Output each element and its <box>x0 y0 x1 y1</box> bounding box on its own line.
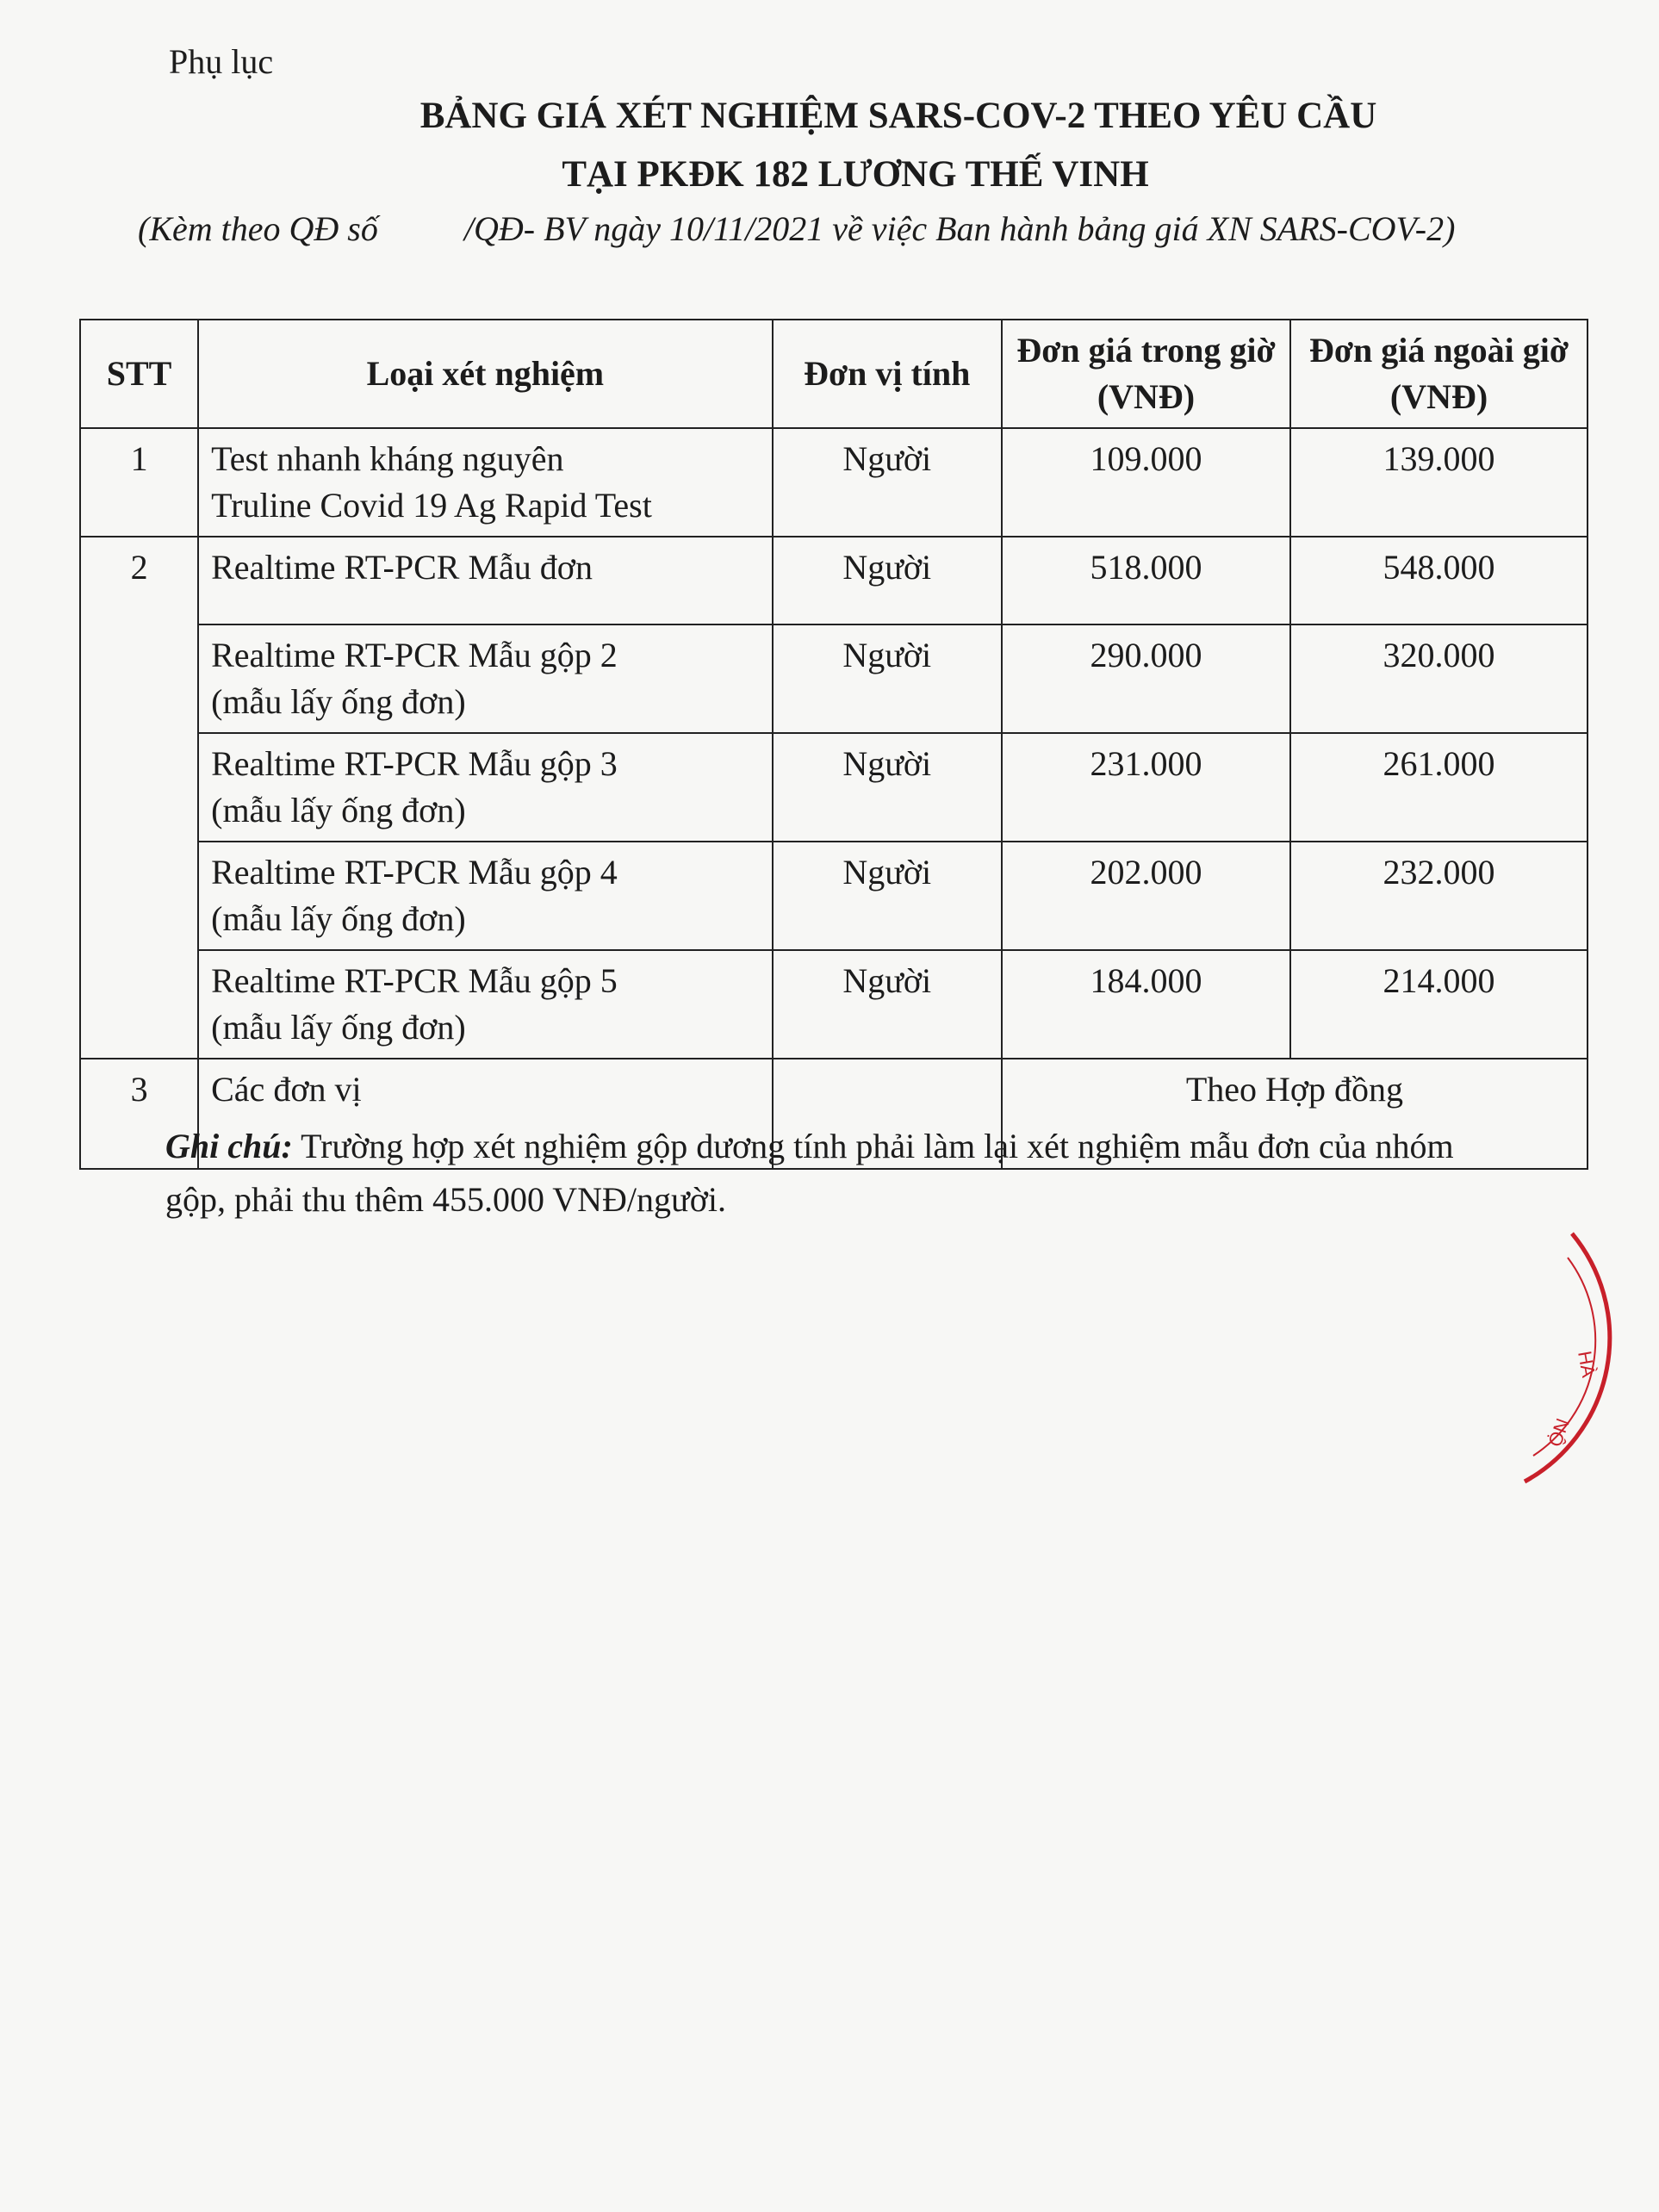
table-row <box>80 733 1588 842</box>
col-header-price-out-hours: Đơn giá ngoài giờ (VNĐ) <box>1290 320 1588 428</box>
cell-price-in: 109.000 <box>1002 428 1290 537</box>
test-name-line2: (mẫu lấy ống đơn) <box>211 899 466 938</box>
cell-test-name <box>198 537 772 624</box>
col-header-test-type: Loại xét nghiệm <box>198 320 772 428</box>
table-row <box>80 537 1588 624</box>
table-header-row <box>80 320 1588 428</box>
test-name-line2: (mẫu lấy ống đơn) <box>211 1008 466 1047</box>
cell-test-name <box>198 624 772 733</box>
cell-price-out: 548.000 <box>1290 537 1588 624</box>
document-title: BẢNG GIÁ XÉT NGHIỆM SARS-COV-2 THEO YÊU CẦU <box>419 96 1377 136</box>
table-row <box>80 428 1588 537</box>
test-name-line1: Realtime RT-PCR Mẫu đơn <box>211 548 593 587</box>
cell-price-in: 290.000 <box>1002 624 1290 733</box>
col-header-price-in-hours: Đơn giá trong giờ (VNĐ) <box>1002 320 1290 428</box>
cell-test-name <box>198 842 772 950</box>
test-name-line1: Realtime RT-PCR Mẫu gộp 5 <box>211 961 618 1000</box>
table-row <box>80 950 1588 1059</box>
cell-unit: Người <box>773 842 1002 950</box>
cell-price-out: 139.000 <box>1290 428 1588 537</box>
footnote-label: Ghi chú: <box>165 1127 293 1165</box>
cell-unit: Người <box>773 624 1002 733</box>
cell-price-out: 214.000 <box>1290 950 1588 1059</box>
cell-unit: Người <box>773 733 1002 842</box>
cell-price-out: 320.000 <box>1290 624 1588 733</box>
test-name-line2: (mẫu lấy ống đơn) <box>211 682 466 721</box>
table-row <box>80 842 1588 950</box>
seal-graphic <box>1507 1223 1659 1499</box>
subtitle-part2: /QĐ- BV ngày 10/11/2021 về việc Ban hành bảng giá XN SARS-COV-2) <box>463 209 1456 248</box>
cell-test-name <box>198 950 772 1059</box>
test-name-line1: Các đơn vị <box>211 1070 362 1109</box>
col-header-stt: STT <box>80 320 198 428</box>
price-table <box>79 319 1588 1170</box>
col-header-unit: Đơn vị tính <box>773 320 1002 428</box>
test-name-line1: Realtime RT-PCR Mẫu gộp 4 <box>211 853 618 892</box>
test-name-line1: Realtime RT-PCR Mẫu gộp 2 <box>211 636 618 674</box>
cell-stt: 1 <box>80 428 198 537</box>
footnote-text: Trường hợp xét nghiệm gộp dương tính phải làm lại xét nghiệm mẫu đơn của nhóm gộp, phải thu thêm 455.000 VNĐ/người. <box>165 1127 1454 1219</box>
cell-unit: Người <box>773 428 1002 537</box>
subtitle-part1: (Kèm theo QĐ số <box>138 209 378 248</box>
cell-price-in: 202.000 <box>1002 842 1290 950</box>
test-name-line1: Realtime RT-PCR Mẫu gộp 3 <box>211 744 618 783</box>
svg-text:NỘ: NỘ <box>1544 1415 1574 1450</box>
cell-price-in: 518.000 <box>1002 537 1290 624</box>
cell-price-in: 231.000 <box>1002 733 1290 842</box>
cell-stt: 2 <box>80 537 198 1059</box>
red-seal-stamp <box>1507 1223 1659 1499</box>
cell-price-by-contract: Theo Hợp đồng <box>1002 1059 1588 1169</box>
document-title-line2: TẠI PKĐK 182 LƯƠNG THẾ VINH <box>562 154 1149 195</box>
test-name-line2: Truline Covid 19 Ag Rapid Test <box>211 486 652 525</box>
appendix-label: Phụ lục <box>169 42 274 81</box>
cell-test-name <box>198 428 772 537</box>
cell-unit: Người <box>773 537 1002 624</box>
svg-text:HÀ: HÀ <box>1574 1349 1600 1379</box>
cell-stt: 3 <box>80 1059 198 1169</box>
cell-price-out: 232.000 <box>1290 842 1588 950</box>
cell-price-out: 261.000 <box>1290 733 1588 842</box>
cell-test-name <box>198 733 772 842</box>
table-row <box>80 624 1588 733</box>
footnote <box>165 1120 1509 1227</box>
document-subtitle <box>138 208 1455 249</box>
test-name-line1: Test nhanh kháng nguyên <box>211 439 564 478</box>
cell-price-in: 184.000 <box>1002 950 1290 1059</box>
cell-unit: Người <box>773 950 1002 1059</box>
test-name-line2: (mẫu lấy ống đơn) <box>211 791 466 830</box>
